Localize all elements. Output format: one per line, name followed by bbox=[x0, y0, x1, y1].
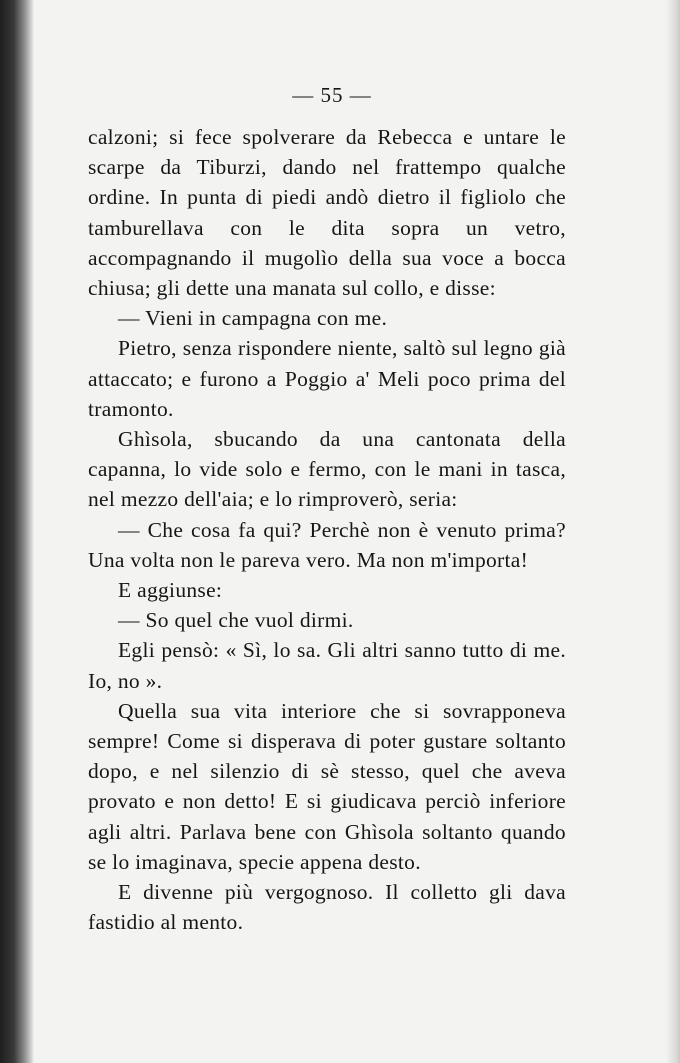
page-number: — 55 — bbox=[292, 83, 372, 107]
text-block bbox=[88, 80, 566, 937]
paragraph-7: — So quel che vuol dirmi. bbox=[118, 608, 354, 633]
paragraph-6: E aggiunse: bbox=[118, 578, 223, 603]
paragraph-10: E divenne più vergognoso. Il colletto gli dava fastidio al mento. bbox=[88, 880, 566, 935]
paragraph-4: Ghìsola, sbucando da una cantonata della capanna, lo vide solo e fermo, con le mani in tasca, nel mezzo dell'aia; e lo rimproverò, seria: bbox=[88, 427, 566, 512]
paragraph-8: Egli pensò: « Sì, lo sa. Gli altri sanno tutto di me. Io, no ». bbox=[88, 638, 566, 693]
paragraph-1: calzoni; si fece spolverare da Rebecca e untare le scarpe da Tiburzi, dando nel frattempo qualche ordine. In punta di piedi andò dietro il figliolo che tamburellava con le dita sopra un vetro, accompagnando il mugolìo della sua voce a bocca chiusa; gli dette una manata sul collo, e disse: bbox=[88, 125, 566, 301]
paragraph-2: — Vieni in campagna con me. bbox=[118, 306, 388, 331]
paragraph-3: Pietro, senza rispondere niente, saltò sul legno già attaccato; e furono a Poggio a' Meli poco prima del tramonto. bbox=[88, 336, 566, 421]
page-edge bbox=[666, 0, 680, 1063]
paragraph-9: Quella sua vita interiore che si sovrapponeva sempre! Come si disperava di poter gustare soltanto dopo, e nel silenzio di sè stesso, quel che aveva provato e non detto! E si giudicava perciò inferiore agli altri. Parlava bene con Ghìsola soltanto quando se lo imaginava, specie appena desto. bbox=[88, 698, 566, 874]
paragraph-5: — Che cosa fa qui? Perchè non è venuto prima? Una volta non le pareva vero. Ma non m'importa! bbox=[88, 517, 566, 572]
binding-edge bbox=[0, 0, 34, 1063]
